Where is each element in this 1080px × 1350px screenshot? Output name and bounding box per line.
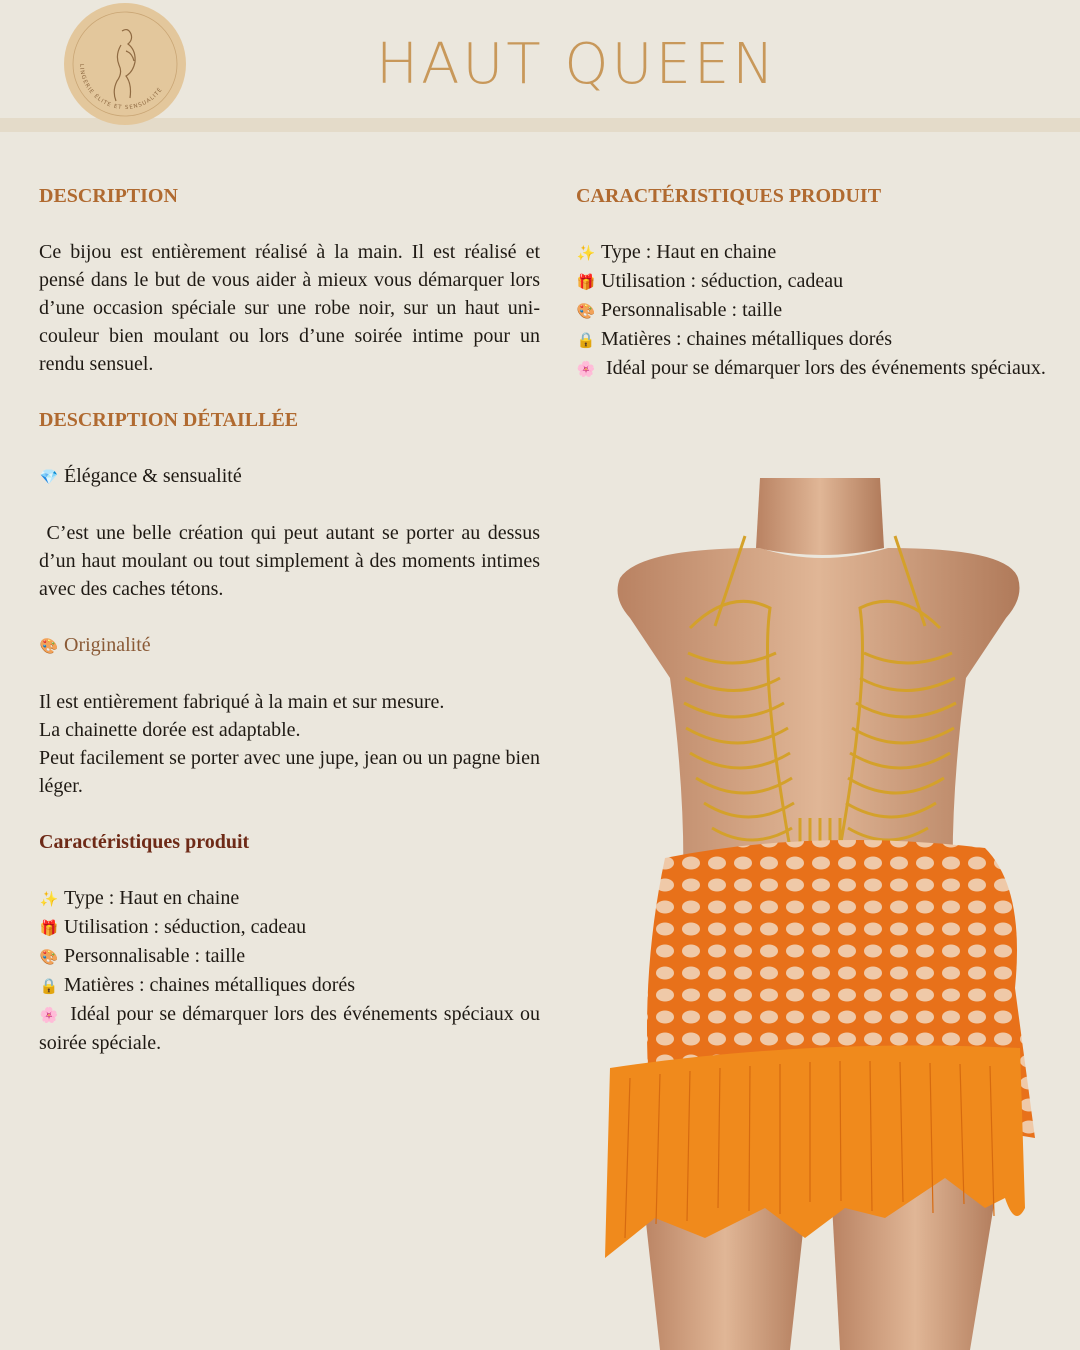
feature-item [39, 942, 540, 971]
palette-icon: 🎨 [39, 637, 59, 655]
description-heading: DESCRIPTION [39, 185, 178, 207]
lock-icon: 🔒 [576, 331, 596, 349]
feature-item [576, 296, 1059, 325]
feature-item [39, 971, 540, 1000]
gem-icon: 💎 [39, 468, 59, 486]
gift-icon: 🎁 [576, 273, 596, 291]
originality-line-1: Il est entièrement fabriqué à la main et sur mesure. [39, 691, 445, 713]
feature-item [39, 913, 540, 942]
feature-item [576, 325, 1059, 354]
feature-text: Type : Haut en chaine [601, 241, 777, 263]
feature-text: Idéal pour se démarquer lors des événements spéciaux ou soirée spéciale. [39, 1003, 545, 1054]
description-text: Ce bijou est entièrement réalisé à la main. Il est réalisé et pensé dans le but de vous aider à mieux vous démarquer lors d’une occasion spéciale sur une robe noir, sur un haut uni-couleur bien moulant ou lors d’une soirée intime pour un rendu sensuel. [39, 241, 540, 375]
originality-label: Originalité [64, 634, 151, 656]
originality-line [39, 631, 540, 660]
page-title: HAUT QUEEN [376, 32, 778, 97]
palette-icon: 🎨 [39, 948, 59, 966]
feature-text: Personnalisable : taille [64, 945, 246, 967]
right-column [576, 182, 1059, 383]
feature-item [576, 267, 1059, 296]
detailed-description-heading: DESCRIPTION DÉTAILLÉE [39, 409, 299, 431]
blossom-icon: 🌸 [576, 360, 596, 378]
feature-item [39, 884, 540, 913]
elegance-line [39, 462, 540, 491]
blossom-icon: 🌸 [39, 1006, 59, 1024]
feature-text: Type : Haut en chaine [64, 887, 240, 909]
svg-text:LINGERIE ÉLITE ET SENSUALITÉ: LINGERIE ÉLITE ET SENSUALITÉ [77, 63, 165, 112]
feature-item [39, 1000, 545, 1057]
lock-icon: 🔒 [39, 977, 59, 995]
elegance-label: Élégance & sensualité [64, 465, 242, 487]
sparkles-icon: ✨ [576, 244, 596, 262]
originality-wear-text: Peut facilement se porter avec une jupe, jean ou un pagne bien léger. [39, 747, 540, 797]
features-heading: Caractéristiques produit [39, 831, 250, 853]
feature-text: Utilisation : séduction, cadeau [601, 270, 844, 292]
feature-text: Idéal pour se démarquer lors des événements spéciaux. [601, 357, 1046, 379]
elegance-text: C’est une belle création qui peut autant se porter au dessus d’un haut moulant ou tout simplement à des moments intimes avec des caches tétons. [39, 522, 545, 600]
sparkles-icon: ✨ [39, 890, 59, 908]
originality-line-2: La chainette dorée est adaptable. [39, 719, 301, 741]
feature-item [576, 238, 1059, 267]
product-features-heading: CARACTÉRISTIQUES PRODUIT [576, 185, 882, 207]
left-column [39, 182, 545, 1057]
brand-logo [64, 3, 186, 125]
palette-icon: 🎨 [576, 302, 596, 320]
feature-text: Utilisation : séduction, cadeau [64, 916, 307, 938]
feature-text: Personnalisable : taille [601, 299, 783, 321]
feature-item [576, 354, 1059, 383]
product-photo [600, 478, 1040, 1350]
feature-text: Matières : chaines métalliques dorés [601, 328, 893, 350]
feature-text: Matières : chaines métalliques dorés [64, 974, 356, 996]
gift-icon: 🎁 [39, 919, 59, 937]
